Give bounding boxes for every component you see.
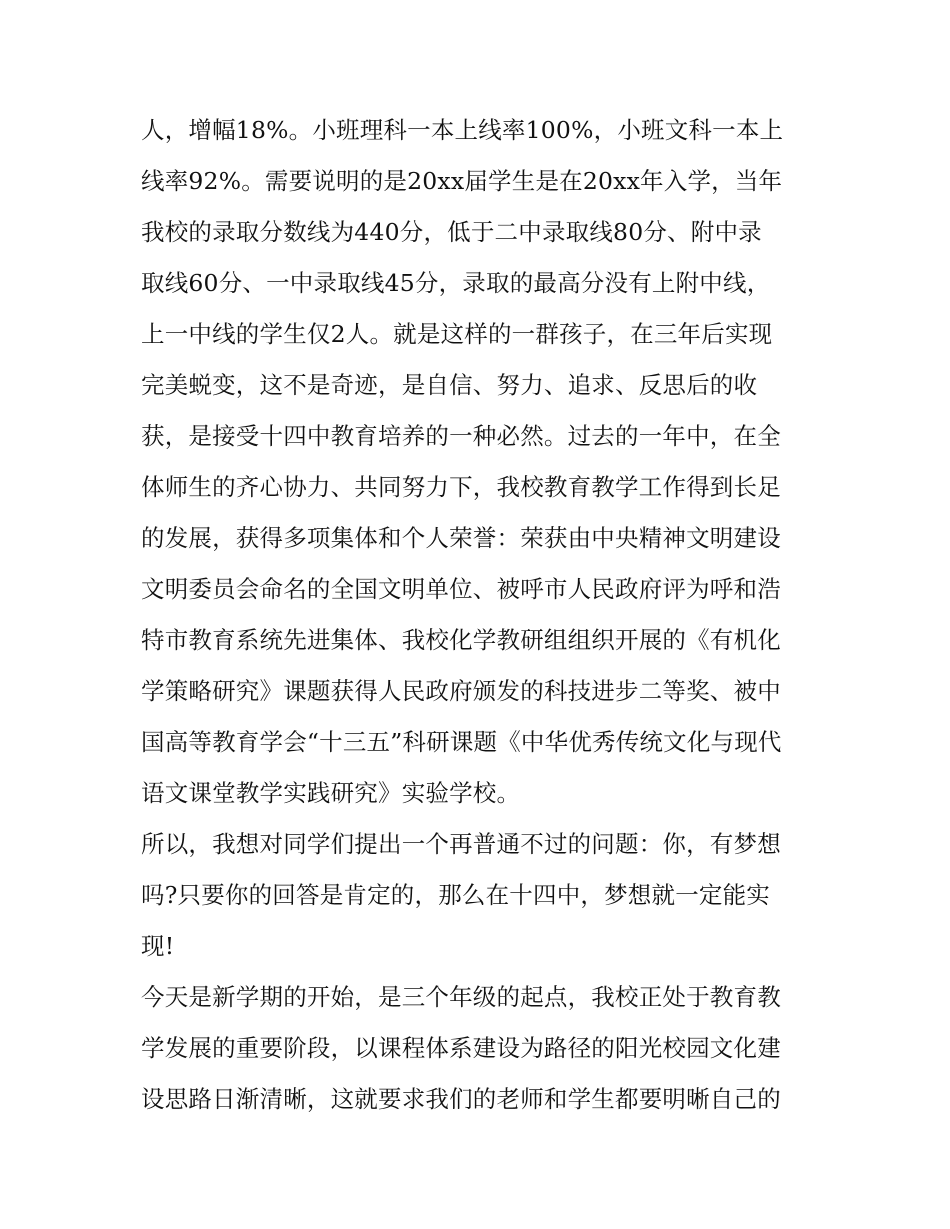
text-line: 我校的录取分数线为440分，低于二中录取线80分、附中录 <box>141 218 762 246</box>
text-line: 现! <box>141 932 175 960</box>
text-line: 学策略研究》课题获得人民政府颁发的科技进步二等奖、被中 <box>141 677 781 705</box>
text-line: 学发展的重要阶段，以课程体系建设为路径的阳光校园文化建 <box>141 1034 781 1062</box>
text-line: 线率92%。需要说明的是20xx届学生是在20xx年入学，当年 <box>141 167 783 195</box>
text-line: 体师生的齐心协力、共同努力下，我校教育教学工作得到长足 <box>141 473 781 501</box>
text-line: 特市教育系统先进集体、我校化学教研组组织开展的《有机化 <box>141 626 781 654</box>
text-line: 语文课堂教学实践研究》实验学校。 <box>141 779 521 807</box>
text-line: 吗?只要你的回答是肯定的，那么在十四中，梦想就一定能实 <box>141 881 770 909</box>
body-text <box>141 105 821 1125</box>
text-line: 获，是接受十四中教育培养的一种必然。过去的一年中，在全 <box>141 422 781 450</box>
text-line: 所以，我想对同学们提出一个再普通不过的问题：你，有梦想 <box>141 830 781 858</box>
text-line: 取线60分、一中录取线45分，录取的最高分没有上附中线， <box>141 269 771 297</box>
text-line: 完美蜕变，这不是奇迹，是自信、努力、追求、反思后的收 <box>141 371 758 399</box>
text-line: 国高等教育学会“十三五”科研课题《中华优秀传统文化与现代 <box>141 728 782 756</box>
text-line: 人，增幅18%。小班理科一本上线率100%，小班文科一本上 <box>141 116 784 144</box>
text-line: 的发展，获得多项集体和个人荣誉：荣获由中央精神文明建设 <box>141 524 781 552</box>
text-line: 上一中线的学生仅2人。就是这样的一群孩子，在三年后实现 <box>141 320 773 348</box>
text-line: 文明委员会命名的全国文明单位、被呼市人民政府评为呼和浩 <box>141 575 781 603</box>
text-line: 今天是新学期的开始，是三个年级的起点，我校正处于教育教 <box>141 983 781 1011</box>
text-line: 设思路日渐清晰，这就要求我们的老师和学生都要明晰自己的 <box>141 1085 781 1113</box>
